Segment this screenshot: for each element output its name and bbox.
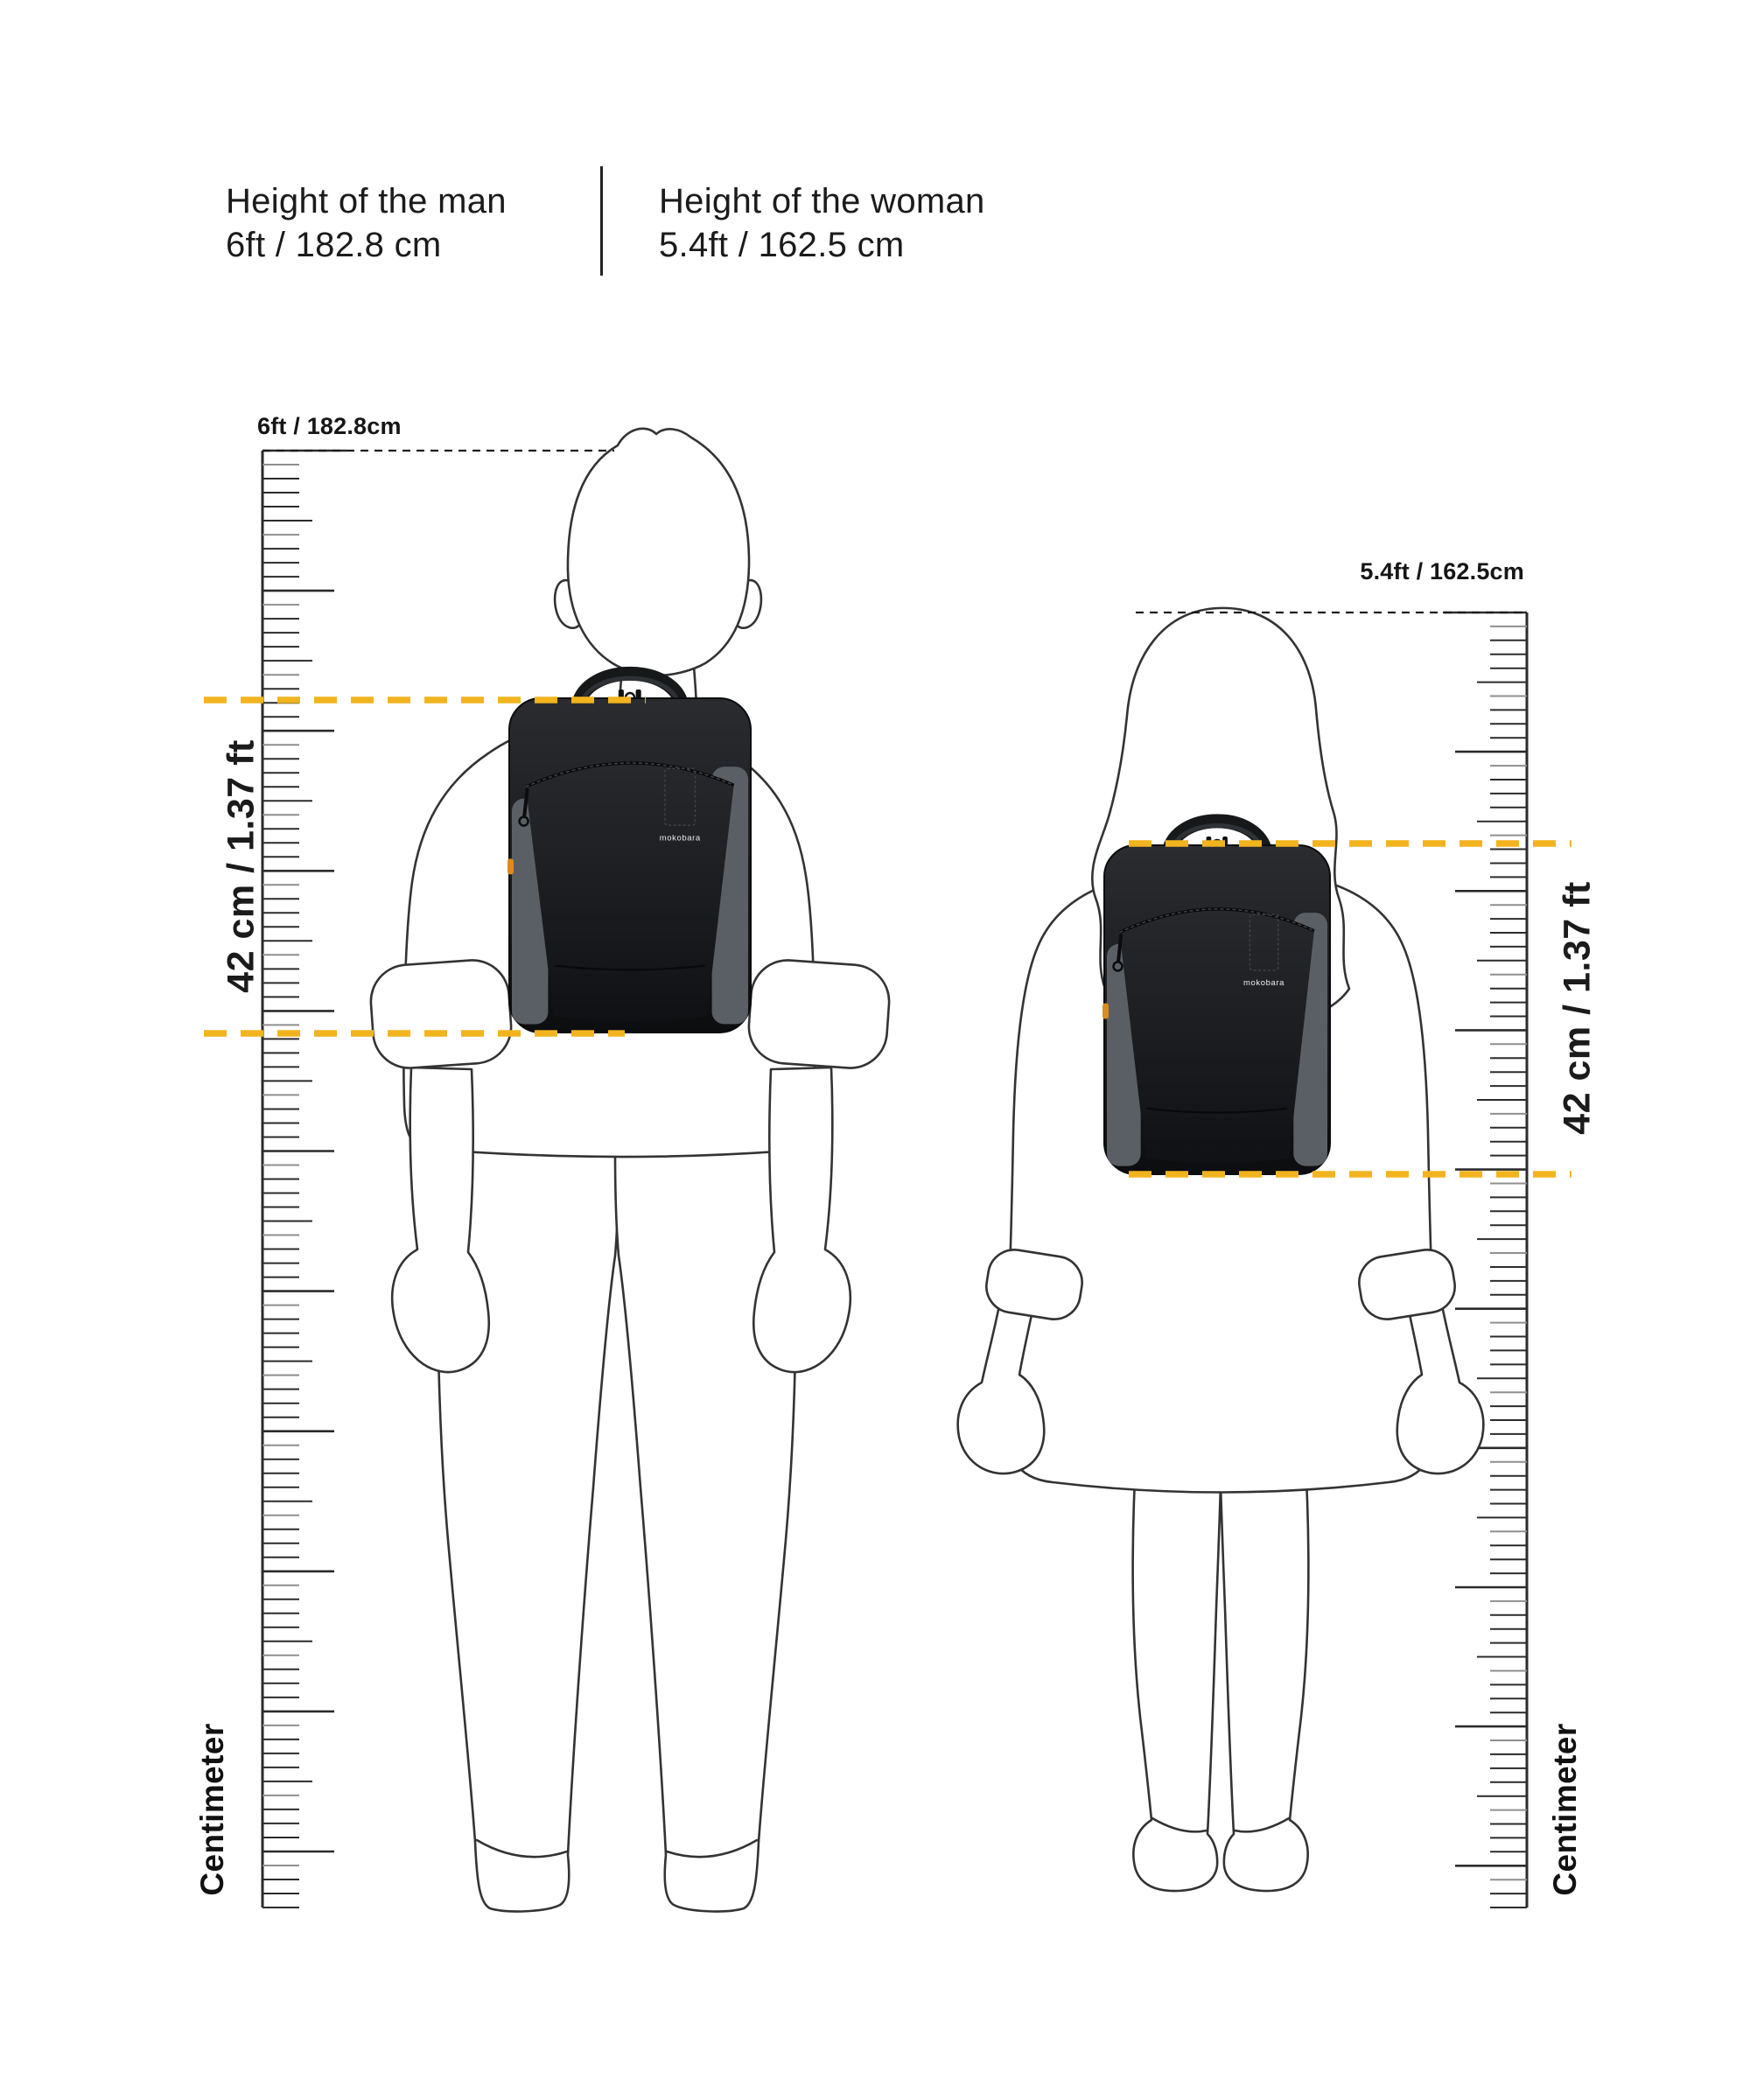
woman-height-value: 5.4ft / 162.5 cm: [659, 226, 905, 264]
backpack-on-woman: [1102, 821, 1330, 1174]
man-height-title: Height of the man: [226, 182, 507, 220]
bag-brand-text: mokobara: [659, 833, 701, 844]
header-divider: [600, 166, 603, 276]
man-left-rolled-cuff: [368, 958, 514, 1071]
man-right-rolled-cuff: [746, 958, 892, 1071]
woman-bag-size-label: 42 cm / 1.37 ft: [1556, 881, 1599, 1135]
woman-height-marker-label: 5.4ft / 162.5cm: [1360, 558, 1524, 584]
man-bag-size-label: 42 cm / 1.37 ft: [220, 739, 262, 993]
woman-height-title: Height of the woman: [659, 182, 985, 220]
man-right-leg: [615, 1129, 796, 1911]
left-centimeter-ruler: [262, 451, 346, 1908]
woman-height-heading: [659, 179, 985, 267]
right-ruler-unit-label: Centimeter: [1547, 1723, 1583, 1896]
bag-brand-text: mokobara: [1242, 977, 1285, 988]
woman-outline-figure: [958, 608, 1484, 1891]
man-height-marker-label: 6ft / 182.8cm: [257, 413, 402, 439]
backpack-on-man: [508, 674, 751, 1032]
man-height-heading: [226, 179, 507, 267]
left-ruler-unit-label: Centimeter: [194, 1723, 230, 1896]
man-head: [568, 429, 749, 676]
right-centimeter-ruler: [1443, 612, 1527, 1908]
man-height-value: 6ft / 182.8 cm: [226, 226, 442, 264]
man-outline-figure: [368, 429, 892, 1912]
